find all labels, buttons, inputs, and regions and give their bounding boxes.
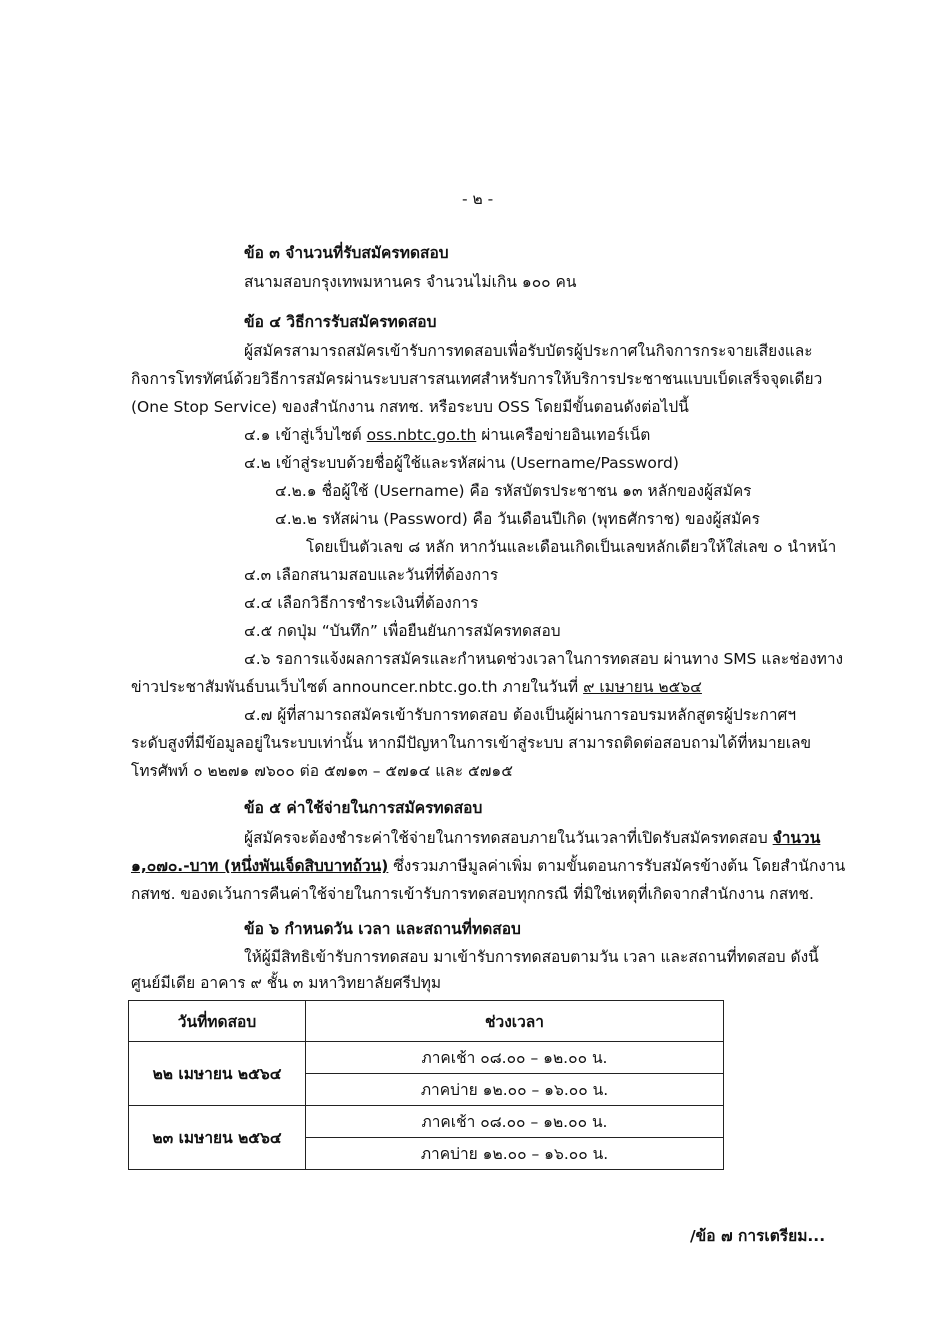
time-slot-afternoon: ภาคบ่าย ๑๒.๐๐ – ๑๖.๐๐ น. [306, 1074, 724, 1106]
header-time-slot: ช่วงเวลา [306, 1001, 724, 1042]
section-5-line-3: กสทช. ของดเว้นการคืนค่าใช้จ่ายในการเข้ารับการทดสอบทุกกรณี ที่มิใช่เหตุที่เกิดจากสำนักงาน กสทช. [131, 885, 814, 903]
time-slot-morning: ภาคเช้า ๐๘.๐๐ – ๑๒.๐๐ น. [306, 1042, 724, 1074]
item-4-6-line-2 [131, 676, 702, 698]
section-6-heading: ข้อ ๖ กำหนดวัน เวลา และสถานที่ทดสอบ [244, 920, 521, 938]
section-4-heading: ข้อ ๔ วิธีการรับสมัครทดสอบ [244, 313, 437, 331]
announcement-date: ๙ เมษายน ๒๕๖๔ [583, 678, 702, 696]
item-4-1-text: ๔.๑ เข้าสู่เว็บไซต์ [244, 426, 362, 444]
header-exam-date: วันที่ทดสอบ [129, 1001, 306, 1042]
item-4-2: ๔.๒ เข้าสู่ระบบด้วยชื่อผู้ใช้และรหัสผ่าน (Username/Password) [244, 454, 679, 472]
table-header-row [129, 1001, 724, 1042]
item-4-2-2: ๔.๒.๒ รหัสผ่าน (Password) คือ วันเดือนปีเกิด (พุทธศักราช) ของผู้สมัคร [275, 510, 760, 528]
table-row [129, 1042, 724, 1074]
exam-venue: ศูนย์มีเดีย อาคาร ๙ ชั้น ๓ มหาวิทยาลัยศรีปทุม [131, 974, 442, 992]
exam-schedule-table [128, 1000, 724, 1170]
item-4-1-suffix: ผ่านเครือข่ายอินเทอร์เน็ต [481, 426, 651, 444]
item-4-7-line-1: ๔.๗ ผู้ที่สามารถสมัครเข้ารับการทดสอบ ต้องเป็นผู้ผ่านการอบรมหลักสูตรผู้ประกาศฯ [244, 706, 797, 724]
section-6-line-1: ให้ผู้มีสิทธิเข้ารับการทดสอบ มาเข้ารับการทดสอบตามวัน เวลา และสถานที่ทดสอบ ดังนี้ [244, 948, 819, 966]
item-4-3: ๔.๓ เลือกสนามสอบและวันที่ที่ต้องการ [244, 566, 499, 584]
item-4-2-2-note: โดยเป็นตัวเลข ๘ หลัก หากวันและเดือนเกิดเป็นเลขหลักเดียวให้ใส่เลข ๐ นำหน้า [306, 538, 837, 556]
exam-date: ๒๒ เมษายน ๒๕๖๔ [129, 1042, 306, 1106]
continued-next-page: /ข้อ ๗ การเตรียม... [690, 1227, 826, 1245]
section-3-text: สนามสอบกรุงเทพมหานคร จำนวนไม่เกิน ๑๐๐ คน [244, 273, 577, 291]
time-slot-morning: ภาคเช้า ๐๘.๐๐ – ๑๒.๐๐ น. [306, 1106, 724, 1138]
fee-amount-label: จำนวน [772, 829, 821, 847]
time-slot-afternoon: ภาคบ่าย ๑๒.๐๐ – ๑๖.๐๐ น. [306, 1138, 724, 1170]
section-5-heading: ข้อ ๕ ค่าใช้จ่ายในการสมัครทดสอบ [244, 799, 483, 817]
item-4-5: ๔.๕ กดปุ่ม “บันทึก” เพื่อยืนยันการสมัครทดสอบ [244, 622, 561, 640]
item-4-7-line-2: ระดับสูงที่มีข้อมูลอยู่ในระบบเท่านั้น หากมีปัญหาในการเข้าสู่ระบบ สามารถติดต่อสอบถามได้ที่หมายเลข [131, 734, 812, 752]
section-5-line-2 [131, 855, 845, 877]
item-4-6-line-1: ๔.๖ รอการแจ้งผลการสมัครและกำหนดช่วงเวลาในการทดสอบ ผ่านทาง SMS และช่องทาง [244, 650, 844, 668]
section-5-line-1 [244, 827, 820, 849]
item-4-1 [244, 424, 650, 446]
item-4-4: ๔.๔ เลือกวิธีการชำระเงินที่ต้องการ [244, 594, 479, 612]
section-4-intro-line-3: (One Stop Service) ของสำนักงาน กสทช. หรือระบบ OSS โดยมีขั้นตอนดังต่อไปนี้ [131, 398, 689, 416]
section-5-text: ผู้สมัครจะต้องชำระค่าใช้จ่ายในการทดสอบภายในวันเวลาที่เปิดรับสมัครทดสอบ [244, 829, 768, 847]
item-4-2-1: ๔.๒.๑ ชื่อผู้ใช้ (Username) คือ รหัสบัตรประชาชน ๑๓ หลักของผู้สมัคร [275, 482, 752, 500]
section-4-intro-line-2: กิจการโทรทัศน์ด้วยวิธีการสมัครผ่านระบบสารสนเทศสำหรับการให้บริการประชาชนแบบเบ็ดเสร็จจุดเดียว [131, 370, 823, 388]
item-4-6-text: ข่าวประชาสัมพันธ์บนเว็บไซต์ announcer.nbtc.go.th ภายในวันที่ [131, 678, 579, 696]
page-number: - ๒ - [462, 190, 494, 208]
section-4-intro-line-1: ผู้สมัครสามารถสมัครเข้ารับการทดสอบเพื่อรับบัตรผู้ประกาศในกิจการกระจายเสียงและ [244, 342, 813, 360]
section-5-text-cont: ซึ่งรวมภาษีมูลค่าเพิ่ม ตามขั้นตอนการรับสมัครข้างต้น โดยสำนักงาน [393, 857, 846, 875]
table-row [129, 1106, 724, 1138]
exam-date: ๒๓ เมษายน ๒๕๖๔ [129, 1106, 306, 1170]
oss-website-link[interactable]: oss.nbtc.go.th [366, 426, 477, 444]
item-4-7-line-3: โทรศัพท์ ๐ ๒๒๗๑ ๗๖๐๐ ต่อ ๕๗๑๓ – ๕๗๑๔ และ ๕๗๑๕ [131, 762, 513, 780]
section-3-heading: ข้อ ๓ จำนวนที่รับสมัครทดสอบ [244, 244, 449, 262]
fee-amount: ๑,๐๗๐.-บาท (หนึ่งพันเจ็ดสิบบาทถ้วน) [131, 857, 389, 875]
